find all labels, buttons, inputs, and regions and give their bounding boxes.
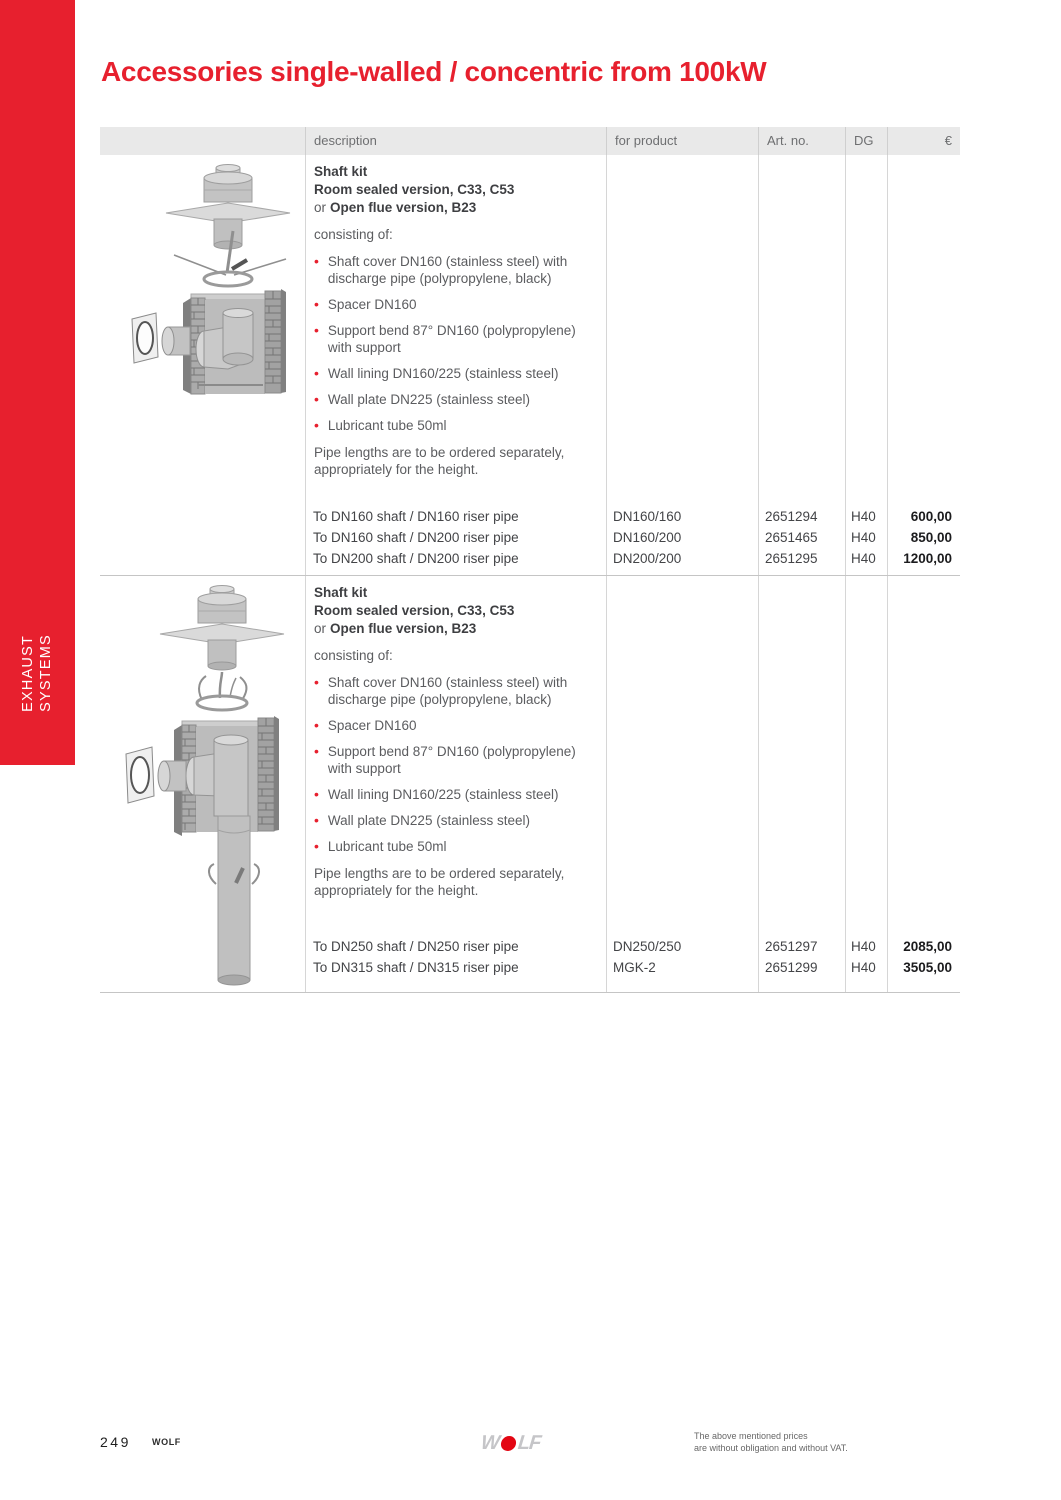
product-version-line1: Room sealed version, C33, C53 [314, 603, 515, 618]
ordering-note: Pipe lengths are to be ordered separately, appropriately for the height. [314, 445, 565, 477]
section-label-line1: EXHAUST [20, 634, 36, 712]
list-item [314, 365, 596, 382]
variant-dg: H40 [851, 551, 876, 566]
component-text: Wall plate DN225 (stainless steel) [327, 813, 530, 828]
variant-label: To DN250 shaft / DN250 riser pipe [313, 939, 519, 954]
bullet-dot-icon: • [314, 296, 319, 312]
variant-art-no: 2651297 [765, 939, 818, 954]
list-item [314, 786, 596, 803]
variant-price: 3505,00 [903, 960, 952, 975]
variant-dg: H40 [851, 960, 876, 975]
variant-art-no: 2651299 [765, 960, 818, 975]
art-no-cell [758, 576, 845, 992]
variant-art-no: 2651294 [765, 509, 818, 524]
version-bold: Open flue version, B23 [330, 621, 477, 636]
variant-row [100, 506, 960, 527]
bullet-dot-icon: • [314, 717, 319, 733]
header-art-no: Art. no. [758, 127, 845, 155]
product-title: Shaft kit [314, 164, 368, 179]
variant-price: 850,00 [910, 530, 952, 545]
wolf-logo-dot-icon [500, 1436, 517, 1451]
dg-cell [845, 576, 887, 992]
bullet-dot-icon: • [314, 391, 319, 407]
wolf-logo-lf: LF [516, 1432, 542, 1454]
component-text: Shaft cover DN160 (stainless steel) with discharge pipe (polypropylene, black) [327, 675, 568, 707]
version-bold: Open flue version, B23 [330, 200, 477, 215]
price-cell [887, 576, 960, 992]
list-item [314, 417, 596, 434]
variant-for-product: DN160/160 [613, 509, 682, 524]
component-text: Lubricant tube 50ml [327, 418, 447, 433]
component-text: Spacer DN160 [327, 297, 417, 312]
brand-name: WOLF [152, 1437, 181, 1447]
description-cell [305, 576, 606, 992]
variant-art-no: 2651295 [765, 551, 818, 566]
variant-for-product: DN250/250 [613, 939, 682, 954]
section-label-line2: SYSTEMS [38, 634, 54, 712]
or-prefix: or [314, 200, 327, 215]
variant-dg: H40 [851, 530, 876, 545]
list-item [314, 391, 596, 408]
variant-dg: H40 [851, 939, 876, 954]
for-product-cell [606, 576, 758, 992]
variant-price: 2085,00 [903, 939, 952, 954]
products-table [100, 127, 960, 993]
table-row [100, 576, 960, 993]
component-text: Wall plate DN225 (stainless steel) [327, 392, 530, 407]
bullet-dot-icon: • [314, 786, 319, 802]
variant-row [100, 936, 960, 957]
variant-price: 600,00 [910, 509, 952, 524]
ordering-note: Pipe lengths are to be ordered separately, appropriately for the height. [314, 866, 565, 898]
list-item [314, 717, 596, 734]
bullet-dot-icon: • [314, 812, 319, 828]
product-version-line2 [314, 199, 596, 217]
header-description: description [305, 127, 606, 155]
variant-for-product: DN200/200 [613, 551, 682, 566]
variant-label: To DN315 shaft / DN315 riser pipe [313, 960, 519, 975]
consisting-label: consisting of: [314, 648, 393, 663]
variant-for-product: DN160/200 [613, 530, 682, 545]
bullet-dot-icon: • [314, 322, 319, 338]
bullet-dot-icon: • [314, 417, 319, 433]
variant-row [100, 548, 960, 569]
shaft-kit-riser-illustration [122, 584, 292, 989]
page-number: 249 [100, 1434, 131, 1450]
variant-lines [100, 506, 960, 569]
component-text: Lubricant tube 50ml [327, 839, 447, 854]
bullet-dot-icon: • [314, 674, 319, 690]
list-item [314, 296, 596, 313]
list-item [314, 674, 596, 708]
table-header-row [100, 127, 960, 155]
price-disclaimer-line1: The above mentioned prices [694, 1431, 808, 1441]
shaft-kit-illustration [128, 163, 298, 398]
header-image-column [100, 127, 305, 155]
header-dg: DG [845, 127, 887, 155]
price-disclaimer [694, 1431, 848, 1454]
component-text: Wall lining DN160/225 (stainless steel) [327, 787, 559, 802]
product-version-line2 [314, 620, 596, 638]
table-row [100, 155, 960, 576]
variant-lines [100, 936, 960, 978]
header-for-product: for product [606, 127, 758, 155]
page-title: Accessories single-walled / concentric from 100kW [101, 56, 767, 87]
wolf-logo [480, 1432, 542, 1455]
component-text: Support bend 87° DN160 (polypropylene) with support [327, 744, 576, 776]
component-text: Shaft cover DN160 (stainless steel) with discharge pipe (polypropylene, black) [327, 254, 568, 286]
list-item [314, 253, 596, 287]
list-item [314, 838, 596, 855]
consisting-label: consisting of: [314, 227, 393, 242]
component-text: Spacer DN160 [327, 718, 417, 733]
price-disclaimer-line2: are without obligation and without VAT. [694, 1442, 848, 1453]
component-list [314, 253, 596, 434]
variant-for-product: MGK-2 [613, 960, 656, 975]
component-text: Support bend 87° DN160 (polypropylene) with support [327, 323, 576, 355]
variant-label: To DN160 shaft / DN160 riser pipe [313, 509, 519, 524]
list-item [314, 322, 596, 356]
list-item [314, 812, 596, 829]
section-vertical-label [19, 634, 55, 712]
list-item [314, 743, 596, 777]
bullet-dot-icon: • [314, 365, 319, 381]
bullet-dot-icon: • [314, 838, 319, 854]
variant-label: To DN200 shaft / DN200 riser pipe [313, 551, 519, 566]
wolf-logo-w: W [479, 1432, 501, 1454]
variant-row [100, 957, 960, 978]
variant-label: To DN160 shaft / DN200 riser pipe [313, 530, 519, 545]
component-list [314, 674, 596, 855]
product-title: Shaft kit [314, 585, 368, 600]
bullet-dot-icon: • [314, 253, 319, 269]
product-version-line1: Room sealed version, C33, C53 [314, 182, 515, 197]
or-prefix: or [314, 621, 327, 636]
variant-art-no: 2651465 [765, 530, 818, 545]
product-image-cell [100, 576, 305, 992]
variant-dg: H40 [851, 509, 876, 524]
variant-row [100, 527, 960, 548]
variant-price: 1200,00 [903, 551, 952, 566]
bullet-dot-icon: • [314, 743, 319, 759]
component-text: Wall lining DN160/225 (stainless steel) [327, 366, 559, 381]
header-euro: € [887, 127, 960, 155]
